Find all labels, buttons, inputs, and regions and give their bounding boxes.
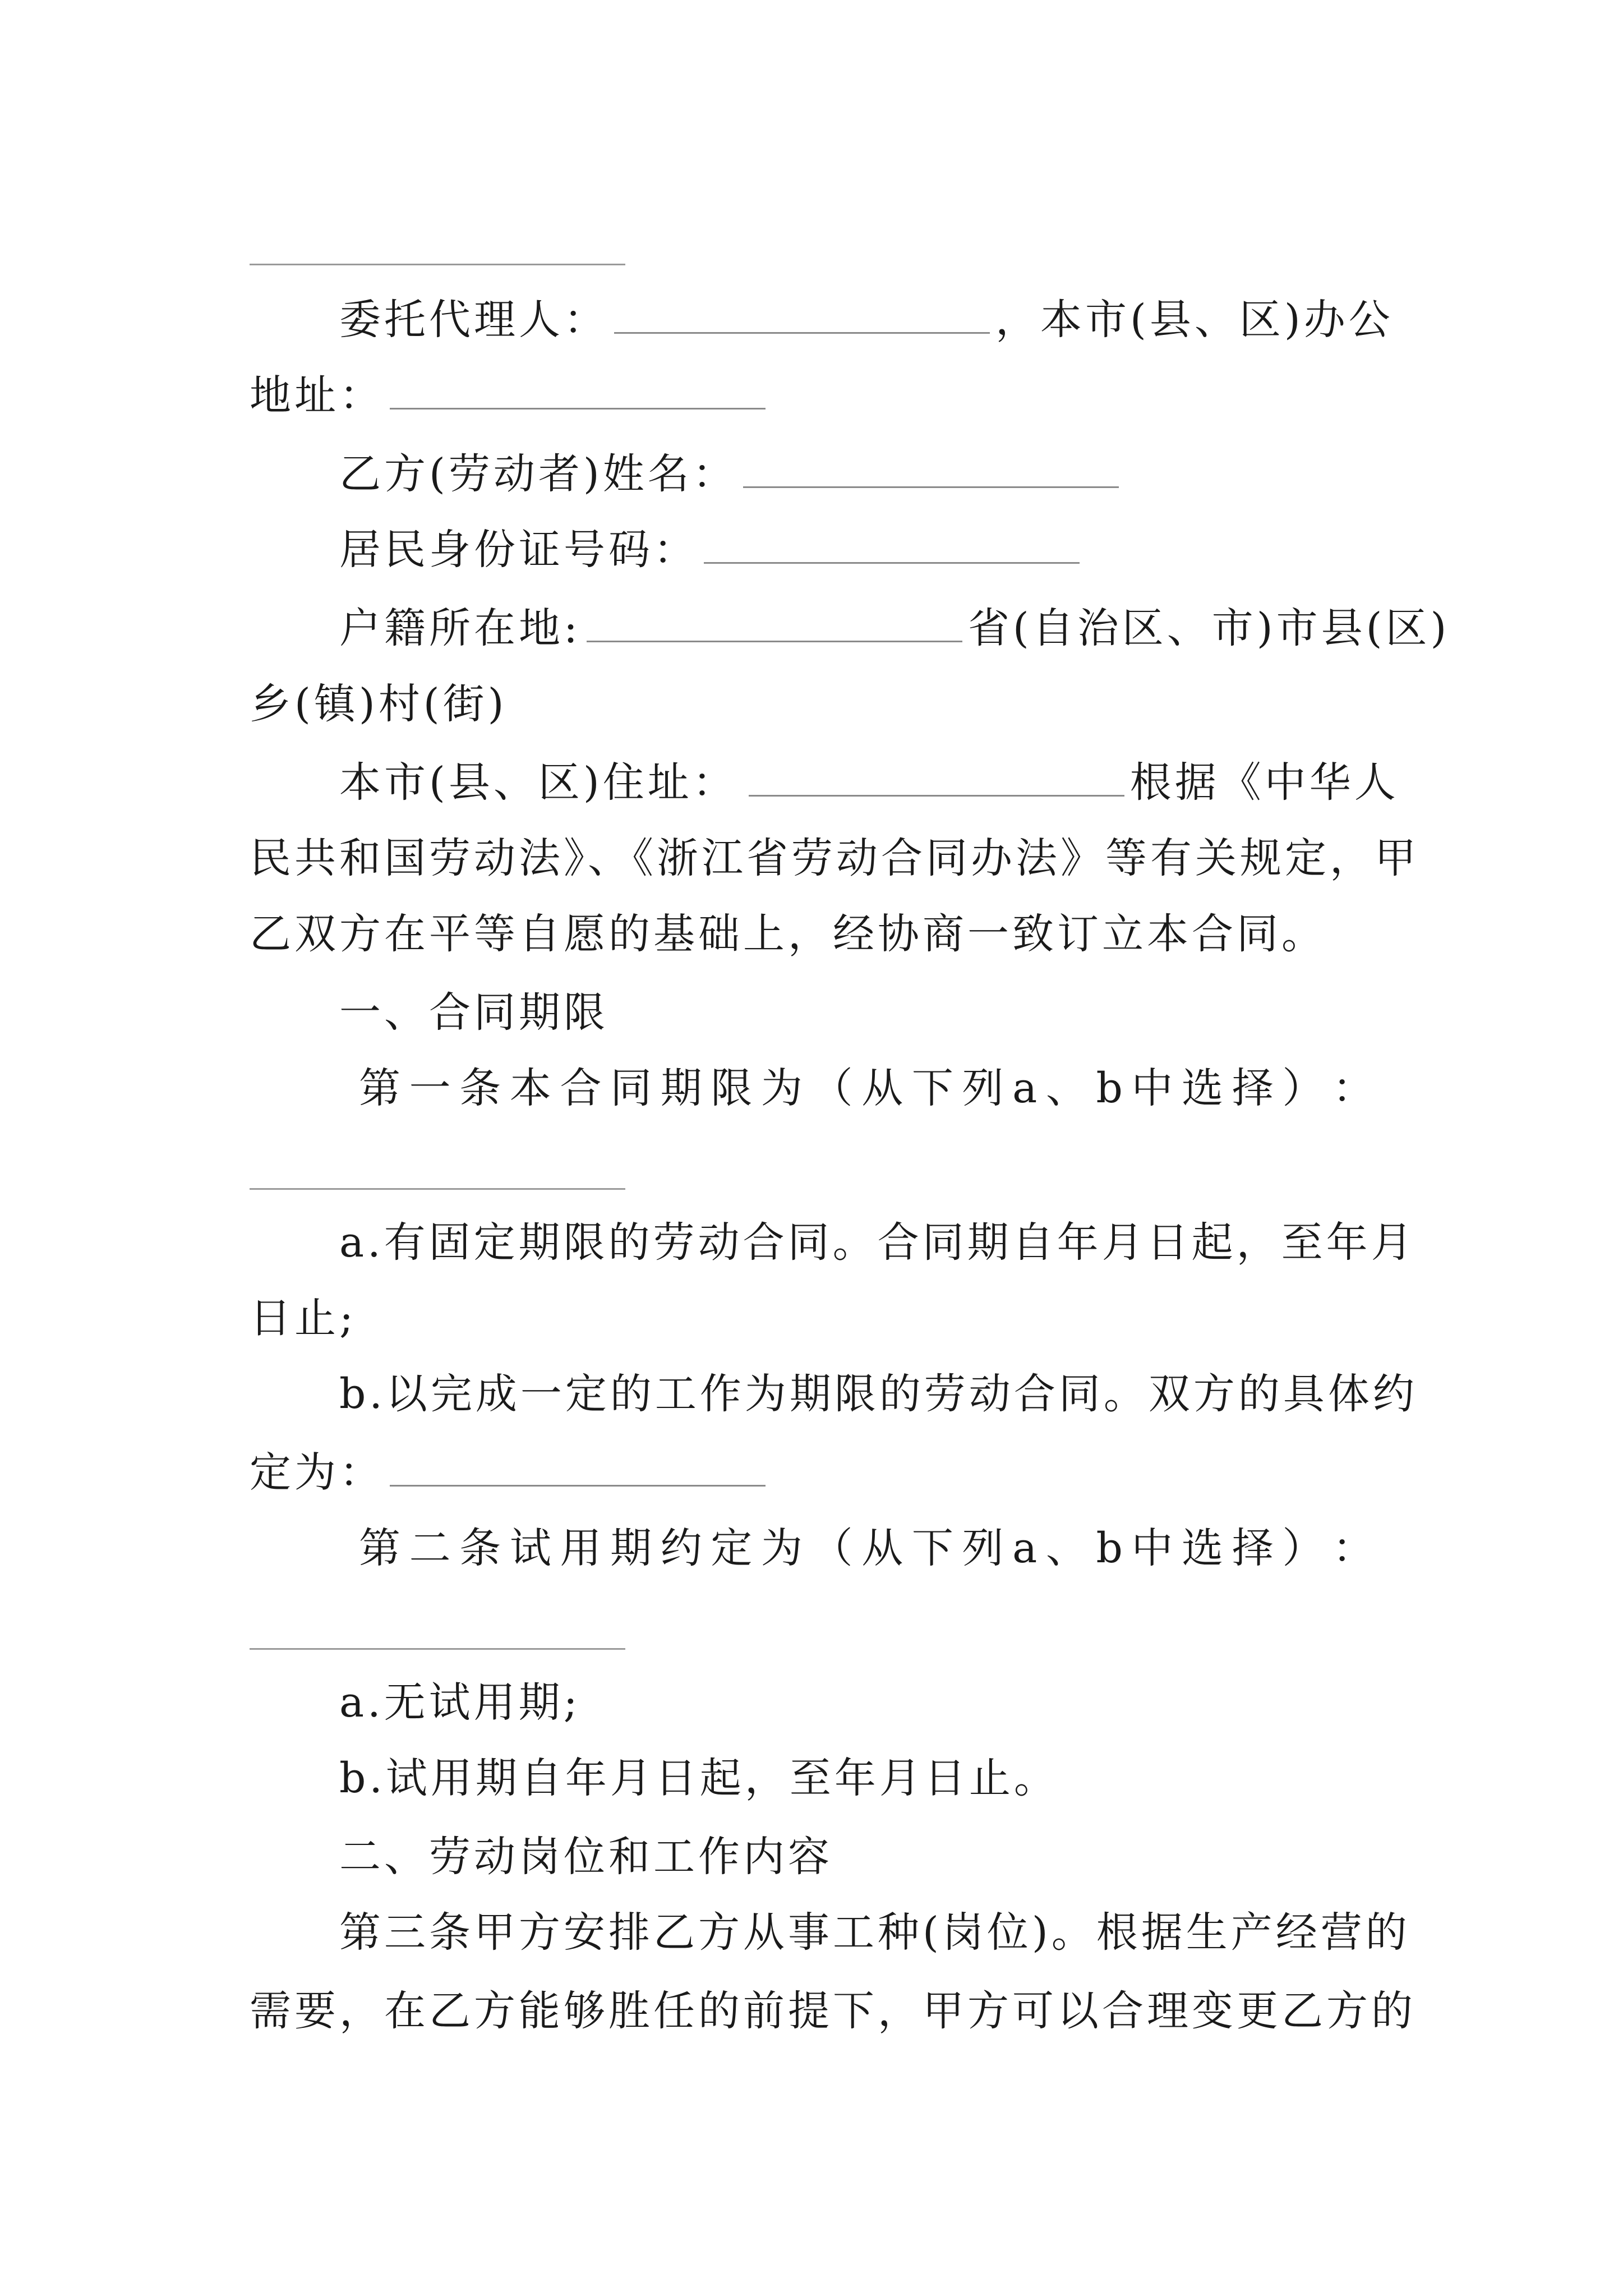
char: a [1012, 1524, 1038, 1572]
agreement-blank[interactable] [390, 1448, 766, 1487]
char: 为 [761, 1524, 803, 1572]
term-choice-blank[interactable] [250, 1188, 625, 1190]
article-three-text: 第三条甲方安排乙方从事工种(岗位)。根据生产经营的 [339, 1908, 1410, 1957]
char: 从 [861, 1524, 903, 1572]
section-heading-term: 一、合同期限 [339, 988, 608, 1037]
char: 从 [861, 1064, 903, 1112]
char: 第 [359, 1064, 400, 1112]
body-text: 民共和国劳动法》、《浙江省劳动合同办法》等有关规定，甲 [250, 834, 1419, 882]
char: （ [811, 1524, 853, 1572]
char: 下 [911, 1064, 953, 1112]
char: 限 [711, 1064, 753, 1112]
worker-name-label: 乙方(劳动者)姓名： [339, 450, 737, 498]
char: ： [1332, 1524, 1374, 1572]
char: b [1096, 1064, 1123, 1112]
char: 条 [459, 1524, 501, 1572]
char: 列 [962, 1524, 1004, 1572]
char: 约 [660, 1524, 702, 1572]
char: 二 [409, 1524, 451, 1572]
char: 下 [911, 1524, 953, 1572]
agent-label: 委托代理人： [339, 296, 608, 344]
id-number-line [339, 524, 1399, 575]
char: b [1096, 1524, 1123, 1572]
body-text: 乙双方在平等自愿的基础上，经协商一致订立本合同。 [250, 910, 1326, 958]
char: 期 [610, 1524, 652, 1572]
char: 择 [1232, 1064, 1274, 1112]
option-b-probation: b.试用期自年月日起，至年月日止。 [339, 1754, 1059, 1802]
household-label: 户籍所在地: [339, 604, 581, 652]
char: 试 [509, 1524, 551, 1572]
body-text: 需要，在乙方能够胜任的前提下，甲方可以合理变更乙方的 [250, 1987, 1416, 2035]
residence-line [339, 757, 1399, 808]
household-blank[interactable] [587, 604, 962, 642]
province-label: 省(自治区、市)市县(区) [967, 604, 1450, 652]
char: a [1012, 1064, 1038, 1112]
residence-label: 本市(县、区)住址： [339, 758, 737, 807]
char: ） [1282, 1524, 1324, 1572]
option-a-fixed-term: a.有固定期限的劳动合同。合同期自年月日起，至年月 [339, 1218, 1416, 1267]
township-line: 乡(镇)村(街) [250, 680, 508, 728]
address-blank[interactable] [390, 371, 766, 409]
char: 条 [459, 1064, 501, 1112]
option-a-no-probation: a.无试用期; [339, 1678, 581, 1727]
agreement-line [250, 1447, 1399, 1498]
article-two-line [359, 1523, 1374, 1573]
char: 用 [560, 1524, 602, 1572]
char: （ [811, 1064, 853, 1112]
char: 中 [1131, 1524, 1173, 1572]
char: 中 [1131, 1064, 1173, 1112]
char: ） [1282, 1064, 1324, 1112]
agent-line [339, 295, 1399, 345]
office-address-label: ，本市(县、区)办公 [995, 296, 1394, 344]
char: 选 [1182, 1064, 1224, 1112]
char: 期 [660, 1064, 702, 1112]
worker-name-blank[interactable] [743, 449, 1119, 488]
char: 为 [761, 1064, 803, 1112]
according-text: 根据《中华人 [1129, 758, 1399, 807]
article-one-line [359, 1063, 1374, 1114]
char: 第 [359, 1524, 400, 1572]
char: 列 [962, 1064, 1004, 1112]
address-label: 地址： [250, 371, 384, 420]
agreement-label: 定为： [250, 1448, 384, 1497]
address-line [250, 370, 1399, 421]
char: 、 [1045, 1524, 1087, 1572]
blank-line-top [250, 264, 625, 265]
char: 一 [409, 1064, 451, 1112]
char: 、 [1045, 1064, 1087, 1112]
char: 合 [560, 1064, 602, 1112]
worker-name-line [339, 449, 1399, 499]
char: 本 [509, 1064, 551, 1112]
id-number-blank[interactable] [704, 525, 1080, 564]
char: 定 [711, 1524, 753, 1572]
option-b-task-term: b.以完成一定的工作为期限的劳动合同。双方的具体约 [339, 1370, 1418, 1418]
char: 择 [1232, 1524, 1274, 1572]
residence-blank[interactable] [749, 758, 1124, 797]
probation-choice-blank[interactable] [250, 1648, 625, 1650]
char: 同 [610, 1064, 652, 1112]
char: ： [1332, 1064, 1374, 1112]
agent-name-blank[interactable] [614, 295, 990, 334]
char: 选 [1182, 1524, 1224, 1572]
household-line [339, 603, 1450, 654]
body-text: 日止; [250, 1294, 357, 1342]
id-number-label: 居民身份证号码： [339, 526, 698, 574]
section-heading-position: 二、劳动岗位和工作内容 [339, 1833, 833, 1881]
